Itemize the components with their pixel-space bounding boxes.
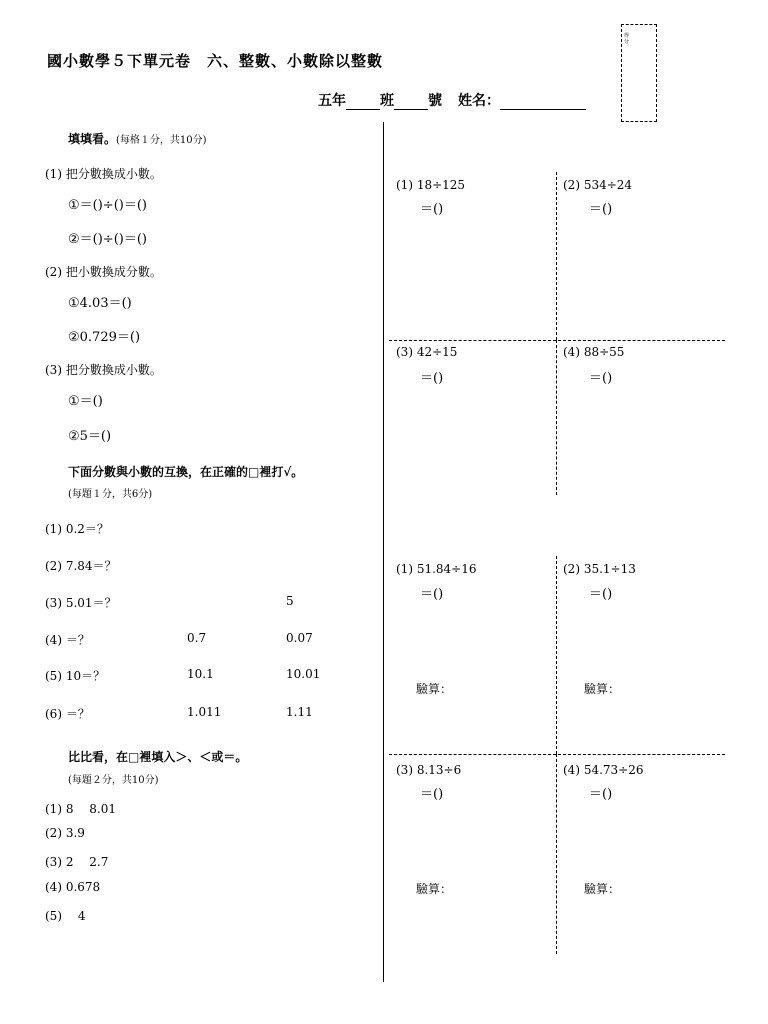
calc-top-4-question: (4) 88÷55 bbox=[563, 345, 625, 359]
grade-label: 五年 bbox=[318, 93, 346, 109]
section2-heading: 下面分數與小數的互換，在正確的□裡打√。 bbox=[68, 465, 304, 479]
section1-note: (每格１分，共10分) bbox=[116, 135, 207, 146]
class-blank[interactable] bbox=[346, 109, 380, 110]
calc-top-3-question: (3) 42÷15 bbox=[396, 345, 458, 359]
class-label: 班 bbox=[380, 93, 394, 109]
s2-row-1-question: (1) 0.2＝？ bbox=[45, 522, 109, 536]
s1-q3a: ①＝() bbox=[68, 394, 103, 409]
calc-bottom-divider-upper bbox=[556, 556, 557, 754]
s2-row-3-option-b: 5 bbox=[286, 594, 294, 608]
s1-q1b: ②＝()÷()＝() bbox=[68, 232, 147, 247]
seat-label: 號 bbox=[428, 93, 442, 109]
calc-bottom-4-check: 驗算： bbox=[584, 882, 621, 896]
calc-bottom-4-question: (4) 54.73÷26 bbox=[563, 763, 644, 777]
section1-heading-text: 填填看。 bbox=[68, 132, 117, 146]
s2-row-4-question: (4) ＝？ bbox=[45, 633, 90, 647]
name-label: 姓名： bbox=[458, 93, 500, 109]
s1-q1: (1) 把分數換成小數。 bbox=[45, 167, 162, 181]
s3-row-5: (5) 4 bbox=[45, 909, 86, 923]
s2-row-5-option-b: 10.01 bbox=[286, 667, 321, 681]
calc-bottom-divider-lower bbox=[556, 754, 557, 954]
s2-row-4-option-a: 0.7 bbox=[187, 631, 207, 645]
s2-row-2-question: (2) 7.84＝？ bbox=[45, 559, 117, 573]
score-box-label: 得分 bbox=[624, 33, 630, 45]
calc-bottom-3-answer: ＝() bbox=[420, 787, 444, 802]
s1-q3b: ②5＝() bbox=[68, 429, 112, 444]
s1-q2b: ②0.729＝() bbox=[68, 330, 141, 345]
s3-row-4: (4) 0.678 bbox=[45, 880, 101, 894]
s3-row-2: (2) 3.9 bbox=[45, 826, 85, 840]
section1-heading bbox=[68, 130, 207, 147]
calc-top-1-question: (1) 18÷125 bbox=[396, 178, 466, 192]
s2-row-6-question: (6) ＝？ bbox=[45, 707, 90, 721]
calc-bottom-2-check: 驗算： bbox=[584, 682, 621, 696]
calc-top-divider-lower bbox=[556, 340, 557, 495]
s1-q1a: ①＝()÷()＝() bbox=[68, 198, 147, 213]
section3-heading: 比比看，在□裡填入＞、＜或＝。 bbox=[68, 750, 248, 764]
calc-bottom-divider-middle bbox=[389, 754, 725, 755]
s2-row-5-option-a: 10.1 bbox=[187, 667, 214, 681]
calc-bottom-1-answer: ＝() bbox=[420, 587, 444, 602]
calc-top-1-answer: ＝() bbox=[420, 202, 444, 217]
page-divider bbox=[383, 122, 384, 982]
calc-bottom-4-answer: ＝() bbox=[589, 787, 613, 802]
s1-q2: (2) 把小數換成分數。 bbox=[45, 265, 162, 279]
calc-bottom-3-question: (3) 8.13÷6 bbox=[396, 763, 462, 777]
name-blank[interactable] bbox=[500, 109, 586, 110]
s3-row-3: (3) 2 2.7 bbox=[45, 855, 109, 869]
s2-row-6-option-b: 1.11 bbox=[286, 705, 313, 719]
calc-top-3-answer: ＝() bbox=[420, 371, 444, 386]
s2-row-5-question: (5) 10＝？ bbox=[45, 669, 106, 683]
calc-top-divider-upper bbox=[556, 172, 557, 340]
s1-q3: (3) 把分數換成小數。 bbox=[45, 363, 162, 377]
s2-row-4-option-b: 0.07 bbox=[286, 631, 313, 645]
s2-row-3-question: (3) 5.01＝？ bbox=[45, 596, 117, 610]
s3-row-1: (1) 8 8.01 bbox=[45, 802, 116, 816]
calc-top-2-question: (2) 534÷24 bbox=[563, 178, 633, 192]
calc-bottom-2-question: (2) 35.1÷13 bbox=[563, 562, 636, 576]
calc-top-2-answer: ＝() bbox=[589, 202, 613, 217]
section3-note: (每題２分，共10分) bbox=[68, 775, 159, 786]
s1-q2a: ①4.03＝() bbox=[68, 296, 132, 311]
page-title: 國小數學５下單元卷 六、整數、小數除以整數 bbox=[47, 52, 384, 70]
calc-bottom-2-answer: ＝() bbox=[589, 587, 613, 602]
seat-blank[interactable] bbox=[394, 109, 428, 110]
score-box bbox=[621, 24, 657, 122]
calc-top-4-answer: ＝() bbox=[589, 371, 613, 386]
calc-bottom-3-check: 驗算： bbox=[416, 882, 453, 896]
section2-note: (每題１分，共6分) bbox=[68, 489, 153, 500]
calc-top-divider-middle bbox=[389, 340, 725, 341]
calc-bottom-1-question: (1) 51.84÷16 bbox=[396, 562, 477, 576]
calc-bottom-1-check: 驗算： bbox=[416, 682, 453, 696]
student-info-line bbox=[318, 90, 586, 110]
s2-row-6-option-a: 1.011 bbox=[187, 705, 222, 719]
